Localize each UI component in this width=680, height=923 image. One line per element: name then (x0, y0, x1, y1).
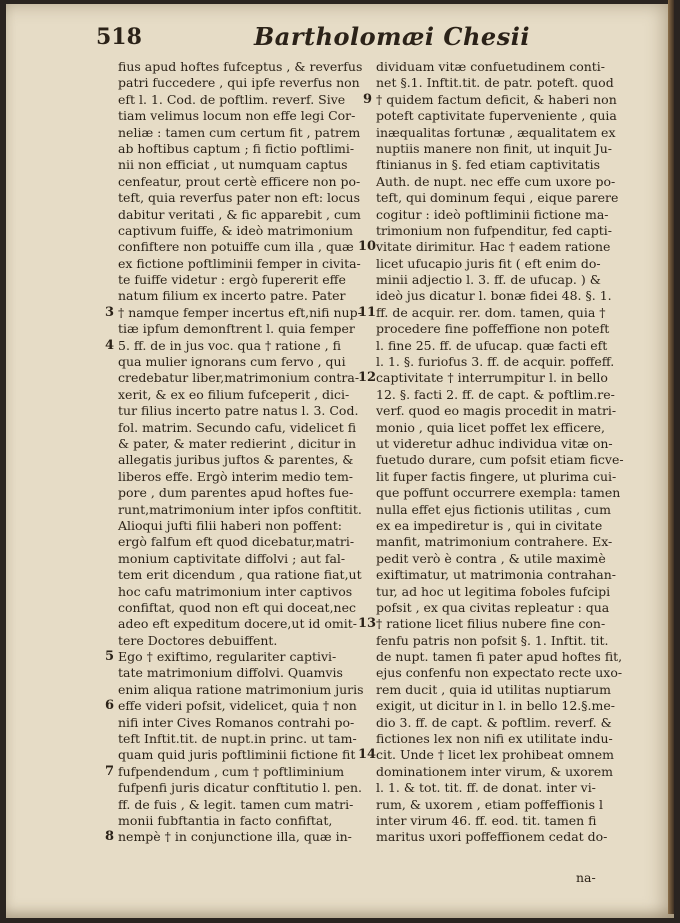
line-text: tiam velimus locum non effe legi Cor- (118, 108, 356, 124)
line-text: pofsit , ex qua civitas repleatur : qua (376, 599, 610, 615)
text-line (376, 125, 620, 141)
line-text: maritus uxori poffeffionem cedat do- (376, 829, 608, 845)
text-line (118, 584, 368, 600)
line-text: l. 1. §. furiofus 3. ff. de acquir. poffeff. (376, 354, 615, 370)
line-text: ergò falfum eft quod dicebatur,matri- (118, 534, 355, 550)
line-text: dominationem inter virum, & uxorem (376, 763, 613, 779)
line-text: confiftat, quod non eft qui doceat,nec (118, 599, 357, 615)
margin-note-number: 9 (362, 91, 372, 107)
text-line (118, 436, 368, 452)
line-text: qua mulier ignorans cum fervo , qui (118, 354, 346, 370)
text-line (118, 354, 368, 370)
text-line (376, 518, 620, 534)
line-text: monii fubftantia in facto confiftat, (118, 812, 333, 828)
line-text: verf. quod eo magis procedit in matri- (376, 403, 617, 419)
text-line (376, 829, 620, 845)
margin-note-number: 12 (358, 370, 377, 386)
text-line (118, 633, 368, 649)
text-line (376, 190, 620, 206)
text-line (376, 288, 620, 304)
margin-note-number: 13 (358, 616, 377, 632)
book-page (6, 4, 674, 918)
running-title: Bartholomæi Chesii (254, 22, 530, 51)
line-text: ftinianus in §. fed etiam captivitatis (376, 157, 600, 173)
line-text: 12. §. facti 2. ff. de capt. & poftlim.re- (376, 386, 615, 402)
line-text: net §.1. Inftit.tit. de patr. poteft. quod (376, 75, 614, 91)
text-line (118, 485, 368, 501)
line-text: adeo eft expeditum docere,ut id omit- (118, 616, 358, 632)
line-text: inter virum 46. ff. eod. tit. tamen fi (376, 812, 597, 828)
page-number: 518 (96, 24, 142, 50)
line-text: nii non efficiat , ut numquam captus (118, 157, 348, 173)
line-text: ut videretur adhuc individua vitæ on- (376, 435, 613, 451)
text-line (376, 731, 620, 747)
text-line (358, 370, 620, 386)
line-text: liberos effe. Ergò interim medio tem- (118, 468, 354, 484)
margin-note-number: 4 (104, 337, 114, 353)
text-line (118, 731, 368, 747)
text-line (118, 567, 368, 583)
text-line (118, 174, 368, 190)
line-text: credebatur liber,matrimonium contra- (118, 370, 360, 386)
text-line (118, 797, 368, 813)
text-line (376, 567, 620, 583)
text-line (104, 649, 368, 665)
line-text: te fuiffe videtur : ergò fupererit effe (118, 272, 346, 288)
line-text: dividuam vitæ confuetudinem conti- (376, 59, 606, 74)
text-line (376, 223, 620, 239)
text-line (118, 125, 368, 141)
text-line (376, 174, 620, 190)
text-line (118, 600, 368, 616)
text-line (118, 207, 368, 223)
text-line (118, 780, 368, 796)
text-line (118, 59, 368, 75)
line-text: † namque femper incertus eft,nifi nup- (118, 304, 362, 320)
text-line (358, 616, 620, 632)
margin-note-number: 3 (104, 304, 114, 320)
left-column (104, 59, 368, 846)
text-line (376, 256, 620, 272)
text-line (376, 780, 620, 796)
line-text: vitate dirimitur. Hac † eadem ratione (376, 239, 611, 255)
text-line (118, 469, 368, 485)
text-line (376, 534, 620, 550)
line-text: quam quid juris poftliminii fictione fit (118, 747, 356, 763)
text-line (376, 764, 620, 780)
line-text: Alioqui jufti filii haberi non poffent: (118, 517, 342, 533)
text-line (358, 747, 620, 763)
text-line (376, 813, 620, 829)
text-line (118, 75, 368, 91)
line-text: lit fuper factis fingere, ut plurima cui- (376, 468, 617, 484)
text-line (104, 337, 368, 354)
text-line (376, 469, 620, 485)
text-line (376, 649, 623, 665)
line-text: teft Inftit.tit. de nupt.in princ. ut tam- (118, 731, 357, 747)
line-text: ff. de acquir. rer. dom. tamen, quia † (376, 304, 606, 320)
line-text: dabitur veritati , & fic apparebit , cum (118, 206, 361, 222)
line-text: minii adjectio l. 3. ff. de ufucap. ) & (376, 272, 601, 288)
text-line (118, 321, 368, 337)
line-text: pedit verò è contra , & utile maximè (376, 550, 606, 566)
text-line (376, 420, 620, 436)
line-text: allegatis juribus juftos & parentes, & (118, 452, 354, 468)
text-line (376, 633, 620, 649)
line-text: effe videri pofsit, videlicet, quia † non (118, 698, 357, 714)
line-text: ideò jus dicatur l. bonæ fidei 48. §. 1. (376, 288, 612, 304)
text-line (376, 354, 620, 370)
text-line (376, 108, 620, 124)
text-line (118, 813, 368, 829)
text-line (376, 715, 620, 731)
line-text: teft, quia reverfus pater non eft: locus (118, 190, 361, 206)
line-text: exiftimatur, ut matrimonia contrahan- (376, 567, 617, 583)
margin-note-number: 11 (358, 304, 377, 320)
line-text: eft l. 1. Cod. de poftlim. reverf. Sive (118, 91, 346, 107)
line-text: 5. ff. de in jus voc. qua † ratione , fi (118, 337, 341, 353)
line-text: fufpenfi juris dicatur conftitutio l. pen. (118, 780, 363, 796)
line-text: cit. Unde † licet lex prohibeat omnem (376, 747, 615, 763)
line-text: fol. matrim. Secundo cafu, videlicet fi (118, 419, 357, 435)
text-line (118, 387, 368, 403)
line-text: Ego † exiftimo, regulariter captivi- (118, 649, 337, 665)
line-text: tur, ad hoc ut legitima foboles fufcipi (376, 583, 611, 599)
text-line (376, 403, 620, 419)
text-line (376, 502, 620, 518)
text-line (376, 551, 620, 567)
line-text: tiæ ipfum demonftrent l. quia femper (118, 321, 355, 337)
line-text: ejus confenfu non expectato recte uxo- (376, 665, 623, 681)
text-line (376, 321, 620, 337)
line-text: trimonium non fufpenditur, fed capti- (376, 222, 612, 238)
text-line (118, 551, 368, 567)
text-line (118, 92, 368, 108)
text-line (376, 698, 620, 714)
text-line (376, 436, 620, 452)
line-text: tem erit dicendum , qua ratione fiat,ut (118, 567, 362, 583)
right-column (358, 59, 624, 846)
line-text: † ratione licet filius nubere fine con- (376, 616, 606, 632)
line-text: neliæ : tamen cum certum fit , patrem (118, 124, 361, 140)
text-line (376, 485, 620, 501)
line-text: inæqualitas fortunæ , æqualitatem ex (376, 124, 616, 140)
text-line (358, 239, 620, 255)
text-line (376, 584, 620, 600)
text-line (376, 665, 623, 681)
line-text: natum filium ex incerto patre. Pater (118, 288, 346, 304)
line-text: ex ea impediretur is , qui in civitate (376, 517, 603, 533)
line-text: fenfu patris non pofsit §. 1. Inftit. tit. (376, 632, 609, 648)
text-line (118, 534, 368, 550)
line-text: cogitur : ideò poftliminii fictione ma- (376, 206, 609, 222)
line-text: tere Doctores debuiffent. (118, 632, 278, 648)
line-text: pore , dum parentes apud hoftes fue- (118, 485, 354, 501)
text-line (376, 141, 620, 157)
text-line (376, 600, 620, 616)
text-line (376, 338, 620, 354)
line-text: fuetudo durare, cum pofsit etiam ficve- (376, 452, 624, 468)
text-line (118, 420, 368, 436)
text-line (376, 682, 620, 698)
text-line (118, 239, 368, 255)
line-text: patri fuccedere , qui ipfe reverfus non (118, 75, 360, 91)
margin-note-number: 14 (358, 747, 377, 763)
text-line (118, 502, 368, 518)
line-text: xerit, & ex eo filium fufceperit , dici- (118, 386, 350, 402)
catchword: na- (576, 870, 596, 885)
line-text: licet ufucapio juris fit ( eft enim do- (376, 255, 601, 271)
text-line (118, 403, 368, 419)
line-text: monium captivitate diffolvi ; aut fal- (118, 550, 346, 566)
text-line (362, 91, 620, 108)
line-text: captivitate † interrumpitur l. in bello (376, 370, 608, 386)
text-line (104, 763, 368, 780)
margin-note-number: 7 (104, 763, 114, 779)
line-text: Auth. de nupt. nec effe cum uxore po- (376, 173, 616, 189)
margin-note-number: 10 (358, 239, 377, 255)
text-line (118, 665, 368, 681)
margin-note-number: 5 (104, 649, 114, 665)
text-line (118, 616, 368, 632)
text-line (118, 108, 368, 124)
line-text: fius apud hoftes fufceptus , & reverfus (118, 59, 363, 74)
text-line (118, 715, 368, 731)
line-text: nempè † in conjunctione illa, quæ in- (118, 829, 352, 845)
line-text: fufpendendum , cum † poftliminium (118, 763, 345, 779)
text-line (118, 256, 368, 272)
line-text: ff. de fuis , & legit. tamen cum matri- (118, 796, 354, 812)
text-line (376, 207, 620, 223)
line-text: confiftere non potuiffe cum illa , quæ (118, 239, 354, 255)
text-line (118, 223, 368, 239)
text-line (118, 157, 368, 173)
line-text: enim aliqua ratione matrimonium juris (118, 681, 364, 697)
line-text: manfit, matrimonium contrahere. Ex- (376, 534, 613, 550)
text-line (118, 141, 368, 157)
text-line (376, 797, 620, 813)
text-line (118, 370, 368, 386)
text-line (376, 272, 620, 288)
text-line (118, 272, 368, 288)
line-text: que poffunt occurrere exempla: tamen (376, 485, 621, 501)
line-text: l. fine 25. ff. de ufucap. quæ facti eft (376, 337, 608, 353)
text-line (376, 387, 620, 403)
text-line (358, 304, 620, 321)
line-text: exigit, ut dicitur in l. in bello 12.§.me- (376, 698, 615, 714)
line-text: fictiones lex non nifi ex utilitate indu- (376, 731, 613, 747)
line-text: nulla effet ejus fictionis utilitas , cum (376, 501, 612, 517)
text-line (118, 288, 368, 304)
book-spine-shadow (668, 0, 674, 914)
line-text: procedere fine poffeffione non poteft (376, 321, 610, 337)
line-text: & pater, & mater redierint , dicitur in (118, 435, 357, 451)
line-text: runt,matrimonium inter ipfos conftitit. (118, 501, 362, 517)
line-text: dio 3. ff. de capt. & poftlim. reverf. & (376, 714, 612, 730)
line-text: poteft captivitate fuperveniente , quia (376, 108, 617, 124)
text-line (118, 682, 368, 698)
margin-note-number: 6 (104, 698, 114, 714)
line-text: de nupt. tamen fi pater apud hoftes fit, (376, 649, 623, 665)
line-text: ex fictione poftliminii femper in civita- (118, 255, 361, 271)
text-line (104, 829, 368, 845)
text-line (376, 452, 624, 468)
text-line (118, 190, 368, 206)
line-text: tur filius incerto patre natus l. 3. Cod. (118, 403, 359, 419)
line-text: tate matrimonium diffolvi. Quamvis (118, 665, 343, 681)
text-line (376, 157, 620, 173)
line-text: ab hoftibus captum ; fi fictio poftlimi- (118, 140, 355, 156)
line-text: l. 1. & tot. tit. ff. de donat. inter vi- (376, 780, 596, 796)
line-text: † quidem factum deficit, & haberi non (376, 91, 617, 107)
text-line (118, 747, 368, 763)
line-text: rum, & uxorem , etiam poffeffionis l (376, 796, 604, 812)
margin-note-number: 8 (104, 829, 114, 845)
text-line (376, 75, 620, 91)
line-text: cenfeatur, prout certè efficere non po- (118, 173, 361, 189)
line-text: monio , quia licet poffet lex efficere, (376, 419, 605, 435)
line-text: teft, qui dominum fequi , eique parere (376, 190, 619, 206)
line-text: nuptiis manere non finit, ut inquit Ju- (376, 140, 612, 156)
line-text: nifi inter Cives Romanos contrahi po- (118, 714, 355, 730)
text-line (104, 698, 368, 714)
text-line (376, 59, 620, 75)
text-line (118, 452, 368, 468)
text-line (118, 518, 368, 534)
line-text: captivum fuiffe, & ideò matrimonium (118, 222, 353, 238)
line-text: rem ducit , quia id utilitas nuptiarum (376, 681, 612, 697)
line-text: hoc cafu matrimonium inter captivos (118, 583, 353, 599)
